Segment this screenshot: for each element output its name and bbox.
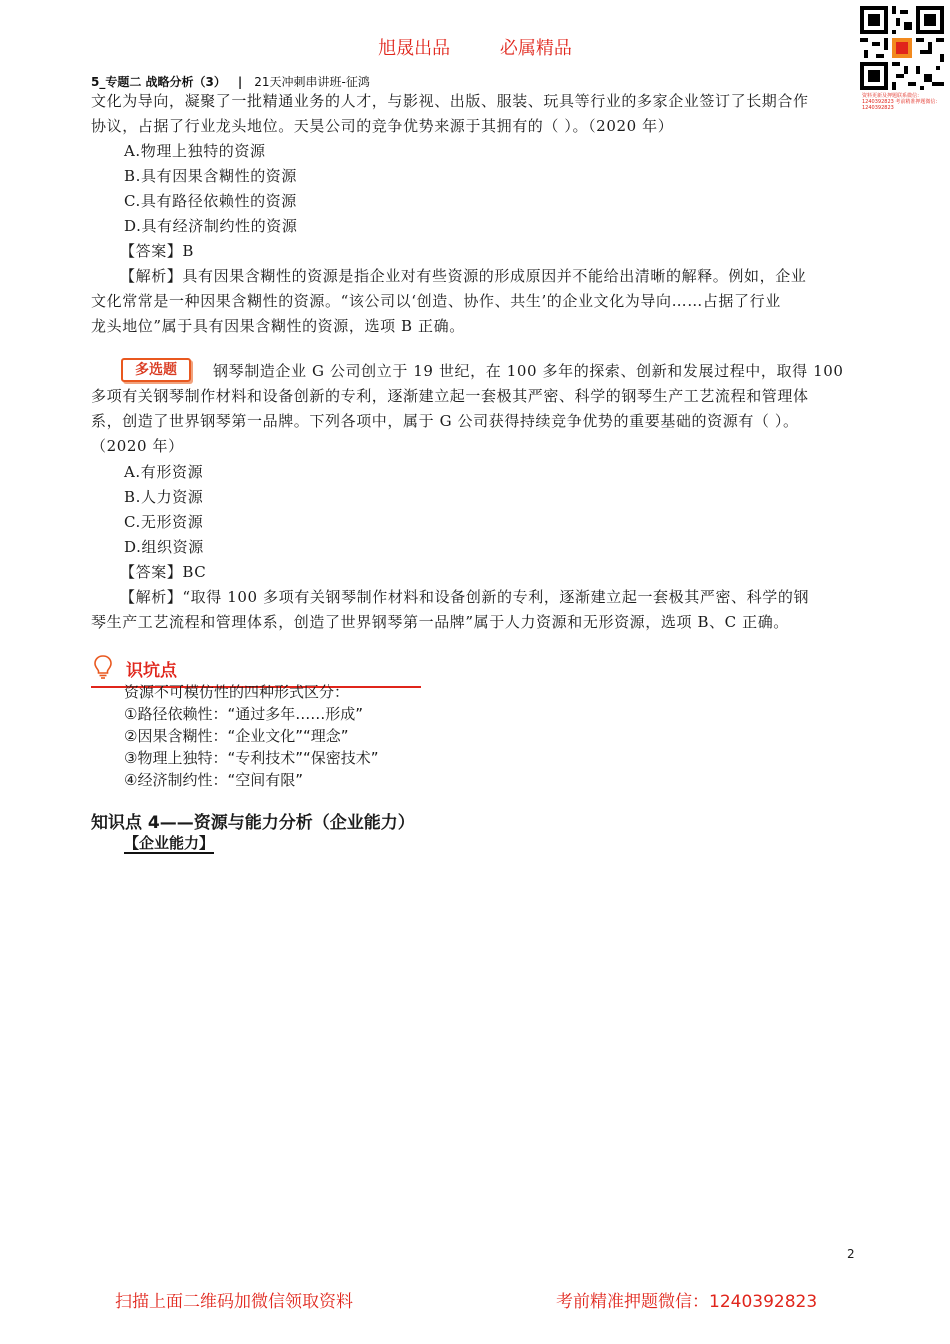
footer-left: 扫描上面二维码加微信领取资料 <box>115 1292 353 1312</box>
q1-analysis-line: 龙头地位”属于具有因果含糊性的资源，选项 B 正确。 <box>91 317 465 335</box>
page-number: 2 <box>847 1247 855 1261</box>
lightbulb-icon <box>93 654 113 680</box>
q1-analysis-line: 文化常常是一种因果含糊性的资源。“该公司以‘创造、协作、共生’的企业文化为导向……占据了行业 <box>91 292 781 310</box>
pitfall-title: 识坑点 <box>126 661 177 681</box>
banner-right: 必属精品 <box>499 38 572 59</box>
q2-option-c: C.无形资源 <box>124 513 204 531</box>
q2-option-a: A.有形资源 <box>124 463 204 481</box>
q2-option-d: D.组织资源 <box>124 538 204 556</box>
top-banner <box>0 34 950 60</box>
pitfall-list <box>124 681 379 791</box>
q1-option-b: B.具有因果含糊性的资源 <box>124 167 297 185</box>
q2-options <box>120 460 207 585</box>
lecturer: 21天冲刺串讲班-征鸿 <box>254 75 370 89</box>
page-header <box>91 73 370 90</box>
q2-option-b: B.人力资源 <box>124 488 204 506</box>
pitfall-line: ①路径依赖性：“通过多年……形成” <box>124 705 363 723</box>
q2-analysis <box>91 585 869 635</box>
banner-left: 旭晟出品 <box>378 38 451 59</box>
footer-right: 考前精准押题微信：1240392823 <box>556 1292 818 1312</box>
knowledge-point-title: 知识点 4——资源与能力分析（企业能力） <box>91 813 415 833</box>
pitfall-line: ②因果含糊性：“企业文化”“理念” <box>124 727 349 745</box>
q2-stem-line: 钢琴制造企业 G 公司创立于 19 世纪，在 100 多年的探索、创新和发展过程中，取得 100 <box>213 362 844 380</box>
course-title: 5_专题二 战略分析（3） <box>91 75 226 89</box>
header-separator: | <box>237 75 243 89</box>
q1-stem-line: 协议，占据了行业龙头地位。天昊公司的竞争优势来源于其拥有的（ ）。（2020 年） <box>91 117 674 135</box>
q2-analysis-line: 【解析】“取得 100 多项有关钢琴制作材料和设备创新的专利，逐渐建立起一套极其严密、科学的钢 <box>120 588 810 606</box>
q1-option-c: C.具有路径依赖性的资源 <box>124 192 297 210</box>
pitfall-line: ③物理上独特：“专利技术”“保密技术” <box>124 749 379 767</box>
pitfall-line: ④经济制约性：“空间有限” <box>124 771 303 789</box>
q2-stem-line: （2020 年） <box>91 437 184 455</box>
qr-note: 资料更新及押题联系微信：1240392823 考前精准押题微信：1240392823 <box>862 93 941 111</box>
q1-stem-line: 文化为导向，凝聚了一批精通业务的人才，与影视、出版、服装、玩具等行业的多家企业签订了长期合作 <box>91 92 809 110</box>
q2-analysis-line: 琴生产工艺流程和管理体系，创造了世界钢琴第一品牌”属于人力资源和无形资源，选项 B、C 正确。 <box>91 613 789 631</box>
qr-code-icon <box>860 6 944 90</box>
q2-stem-line: 多项有关钢琴制作材料和设备创新的专利，逐渐建立起一套极其严密、科学的钢琴生产工艺流程和管理体 <box>91 387 809 405</box>
pitfall-line: 资源不可模仿性的四种形式区分： <box>124 683 350 701</box>
q2-stem-line: 系，创造了世界钢琴第一品牌。下列各项中，属于 G 公司获得持续竞争优势的重要基础的资源有（ ）。 <box>91 412 799 430</box>
q1-option-a: A.物理上独特的资源 <box>124 142 266 160</box>
q1-answer: 【答案】B <box>120 242 195 260</box>
q2-stem <box>91 359 881 459</box>
q2-answer: 【答案】BC <box>120 563 207 581</box>
q1-analysis <box>91 264 869 339</box>
q1-analysis-line: 【解析】具有因果含糊性的资源是指企业对有些资源的形成原因并不能给出清晰的解释。例如，企业 <box>120 267 807 285</box>
q1-option-d: D.具有经济制约性的资源 <box>124 217 298 235</box>
q1-options <box>120 139 298 264</box>
q1-stem <box>91 89 861 139</box>
multi-choice-tag: 多选题 <box>121 358 191 382</box>
knowledge-point-subtitle: 【企业能力】 <box>124 834 215 852</box>
